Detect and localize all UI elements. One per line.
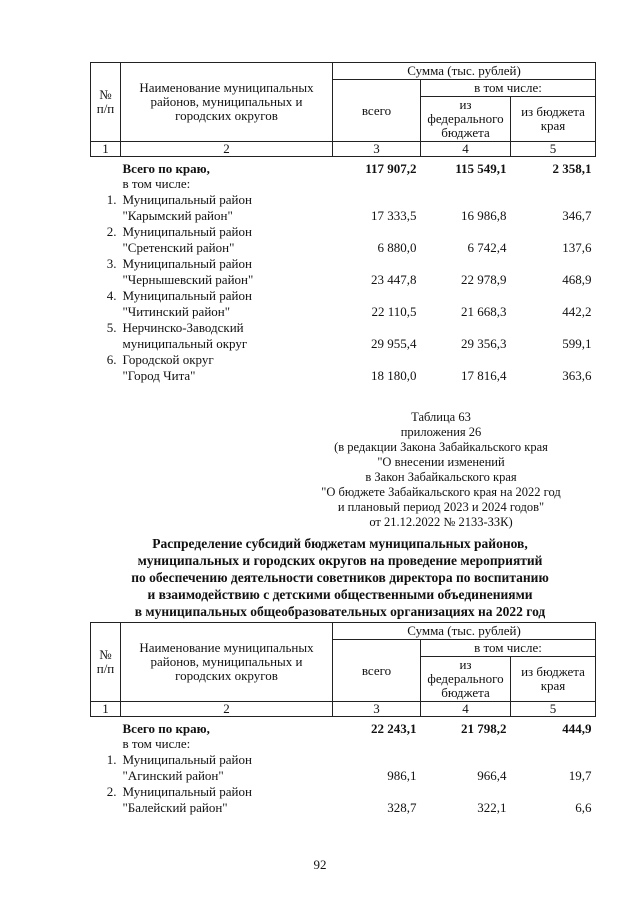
row-number: 1. xyxy=(106,751,117,767)
regional-value: 442,2 xyxy=(562,303,592,319)
note-line: и плановый период 2023 и 2024 годов" xyxy=(337,500,545,514)
municipality-type: Муниципальный район xyxy=(122,783,252,799)
total-label: Всего по краю, xyxy=(122,160,210,176)
note-line: "О внесении изменений xyxy=(377,455,505,469)
page-number: 92 xyxy=(313,857,327,872)
municipality-type: Муниципальный район xyxy=(122,255,252,271)
federal-value: 21 798,2 xyxy=(461,720,507,736)
federal-value: 966,4 xyxy=(477,767,507,783)
table-row xyxy=(91,799,596,815)
column-sum-header: Сумма (тыс. рублей) xyxy=(333,63,596,80)
column-total-header: всего xyxy=(333,80,421,142)
total-label: Всего по краю, xyxy=(122,720,210,736)
column-incl-header: в том числе: xyxy=(421,80,596,97)
including-row xyxy=(91,176,596,191)
total-value: 986,1 xyxy=(387,767,417,783)
municipality-name: муниципальный округ xyxy=(122,335,248,351)
regional-value: 6,6 xyxy=(575,799,592,815)
regional-value: 444,9 xyxy=(562,720,592,736)
table-row xyxy=(91,303,596,319)
table-row xyxy=(91,271,596,287)
column-numbers-row xyxy=(91,142,596,157)
municipality-name: "Балейский район" xyxy=(122,799,228,815)
table-row xyxy=(91,367,596,383)
federal-value: 322,1 xyxy=(477,799,507,815)
column-number-header: № п/п xyxy=(91,63,121,142)
municipality-name: "Читинский район" xyxy=(122,303,231,319)
federal-value: 6 742,4 xyxy=(467,239,507,255)
municipality-name: "Карымский район" xyxy=(122,207,233,223)
regional-value: 363,6 xyxy=(562,367,592,383)
regional-value: 137,6 xyxy=(562,239,592,255)
federal-value: 115 549,1 xyxy=(455,160,507,176)
column-number: 4 xyxy=(421,702,511,717)
including-row xyxy=(91,736,596,751)
column-number: 2 xyxy=(121,702,333,717)
column-number: 3 xyxy=(333,142,421,157)
title-line: и взаимодействию с детскими общественными объединениями xyxy=(147,587,533,602)
total-value: 117 907,2 xyxy=(365,160,417,176)
municipality-name: "Агинский район" xyxy=(122,767,224,783)
table-row xyxy=(91,207,596,223)
table-2-header xyxy=(91,623,596,717)
title-line: по обеспечению деятельности советников директора по воспитанию xyxy=(131,570,549,585)
subsidy-table-2 xyxy=(90,622,596,815)
including-label: в том числе: xyxy=(122,735,191,751)
table-1-header xyxy=(91,63,596,157)
title-line: Распределение субсидий бюджетам муниципальных районов, xyxy=(152,536,528,551)
total-value: 23 447,8 xyxy=(371,271,417,287)
note-line: от 21.12.2022 № 2133-ЗЗК) xyxy=(369,515,513,529)
municipality-name: "Сретенский район" xyxy=(122,239,235,255)
row-number: 2. xyxy=(106,783,117,799)
row-number: 3. xyxy=(106,255,117,271)
municipality-type: Муниципальный район xyxy=(122,751,252,767)
row-number: 1. xyxy=(106,191,117,207)
note-line: "О бюджете Забайкальского края на 2022 год xyxy=(321,485,561,499)
total-value: 17 333,5 xyxy=(371,207,417,223)
table-row xyxy=(91,351,596,367)
table-row xyxy=(91,223,596,239)
row-number: 6. xyxy=(106,351,117,367)
regional-value: 2 358,1 xyxy=(552,160,592,176)
table-row xyxy=(91,783,596,799)
column-number: 4 xyxy=(421,142,511,157)
column-regional-header: из бюджета края xyxy=(511,97,596,142)
total-value: 29 955,4 xyxy=(371,335,417,351)
table-row xyxy=(91,255,596,271)
total-value: 6 880,0 xyxy=(377,239,417,255)
total-value: 22 110,5 xyxy=(371,303,417,319)
table-note xyxy=(300,410,582,530)
federal-value: 29 356,3 xyxy=(461,335,507,351)
regional-value: 19,7 xyxy=(568,767,592,783)
total-row xyxy=(91,157,596,176)
including-label: в том числе: xyxy=(122,175,191,191)
municipality-type: Городской округ xyxy=(122,351,214,367)
column-number: 2 xyxy=(121,142,333,157)
column-name-header: Наименование муниципальных районов, муниципальных и городских округов xyxy=(121,623,333,702)
municipality-type: Муниципальный район xyxy=(122,287,252,303)
federal-value: 17 816,4 xyxy=(461,367,507,383)
regional-value: 599,1 xyxy=(562,335,592,351)
table-row xyxy=(91,767,596,783)
column-number: 5 xyxy=(511,142,596,157)
note-line: Таблица 63 xyxy=(411,410,471,424)
federal-value: 21 668,3 xyxy=(461,303,507,319)
column-number-header: № п/п xyxy=(91,623,121,702)
regional-value: 346,7 xyxy=(562,207,592,223)
column-number: 5 xyxy=(511,702,596,717)
table-row xyxy=(91,319,596,335)
table-row xyxy=(91,335,596,351)
note-line: (в редакции Закона Забайкальского края xyxy=(334,440,548,454)
total-value: 22 243,1 xyxy=(371,720,417,736)
federal-value: 16 986,8 xyxy=(461,207,507,223)
table-row xyxy=(91,191,596,207)
table-row xyxy=(91,751,596,767)
table-2-body xyxy=(91,717,596,815)
column-incl-header: в том числе: xyxy=(421,640,596,657)
table-1-body xyxy=(91,157,596,383)
municipality-type: Муниципальный район xyxy=(122,191,252,207)
municipality-type: Нерчинско-Заводский xyxy=(122,319,244,335)
row-number: 5. xyxy=(106,319,117,335)
total-row xyxy=(91,717,596,736)
column-sum-header: Сумма (тыс. рублей) xyxy=(333,623,596,640)
total-value: 328,7 xyxy=(387,799,417,815)
column-regional-header: из бюджета края xyxy=(511,657,596,702)
row-number: 2. xyxy=(106,223,117,239)
table-row xyxy=(91,239,596,255)
column-number: 3 xyxy=(333,702,421,717)
subsidy-table-1 xyxy=(90,62,596,383)
row-number: 4. xyxy=(106,287,117,303)
table-row xyxy=(91,287,596,303)
column-federal-header: из федерального бюджета xyxy=(421,97,511,142)
municipality-name: "Чернышевский район" xyxy=(122,271,254,287)
regional-value: 468,9 xyxy=(562,271,592,287)
column-number: 1 xyxy=(91,702,121,717)
column-total-header: всего xyxy=(333,640,421,702)
total-value: 18 180,0 xyxy=(371,367,417,383)
title-line: муниципальных и городских округов на проведение мероприятий xyxy=(137,553,543,568)
municipality-name: "Город Чита" xyxy=(122,367,196,383)
municipality-type: Муниципальный район xyxy=(122,223,252,239)
title-line: в муниципальных общеобразовательных организациях на 2022 год xyxy=(134,604,546,619)
note-line: в Закон Забайкальского края xyxy=(365,470,517,484)
note-line: приложения 26 xyxy=(400,425,482,439)
column-name-header: Наименование муниципальных районов, муниципальных и городских округов xyxy=(121,63,333,142)
section-title xyxy=(80,535,600,620)
column-number: 1 xyxy=(91,142,121,157)
column-federal-header: из федерального бюджета xyxy=(421,657,511,702)
federal-value: 22 978,9 xyxy=(461,271,507,287)
column-numbers-row xyxy=(91,702,596,717)
